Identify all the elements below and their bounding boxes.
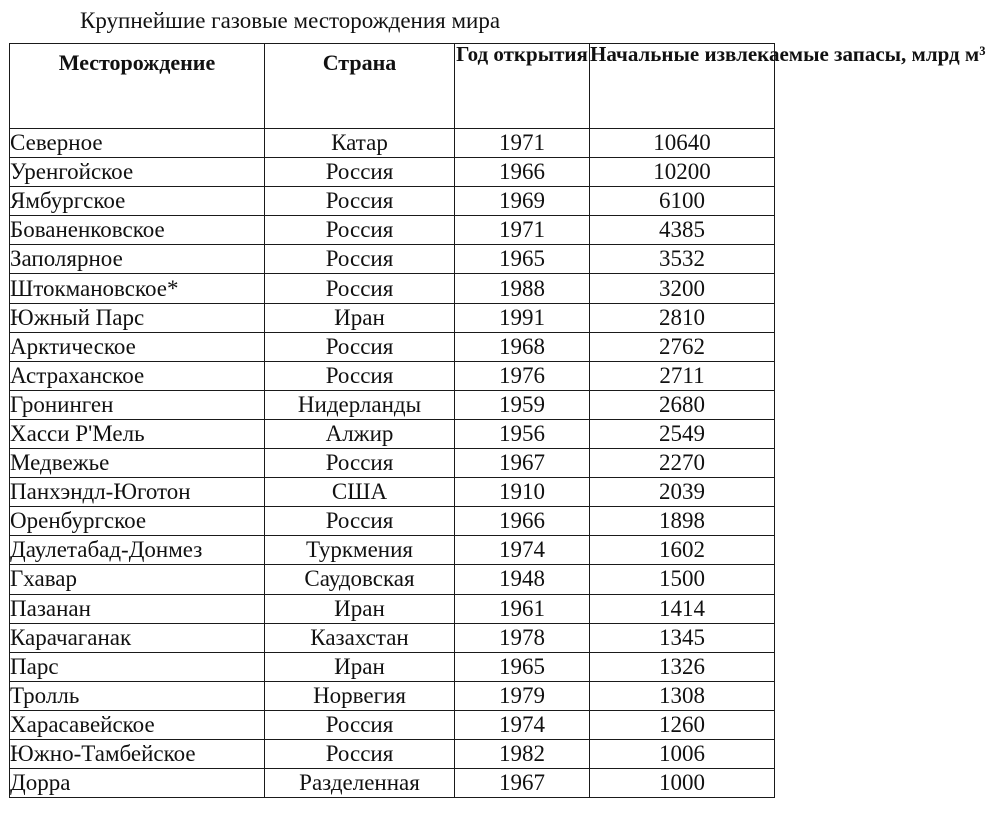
- column-header-country: Страна: [265, 44, 455, 129]
- cell-country: Иран: [265, 652, 455, 681]
- cell-year: 1961: [455, 594, 590, 623]
- cell-reserves: 3532: [590, 245, 775, 274]
- cell-country: Туркмения: [265, 536, 455, 565]
- table-row: [10, 303, 775, 332]
- cell-country: Россия: [265, 710, 455, 739]
- cell-year: 1966: [455, 158, 590, 187]
- table-row: [10, 361, 775, 390]
- table-row: [10, 594, 775, 623]
- cell-country: Россия: [265, 332, 455, 361]
- cell-field: Панхэндл-Юготон: [10, 478, 265, 507]
- cell-field: Оренбургское: [10, 507, 265, 536]
- table-row: [10, 419, 775, 448]
- cell-year: 1948: [455, 565, 590, 594]
- cell-field: Пазанан: [10, 594, 265, 623]
- cell-reserves: 2270: [590, 449, 775, 478]
- cell-reserves: 1260: [590, 710, 775, 739]
- cell-year: 1982: [455, 739, 590, 768]
- cell-reserves: 2711: [590, 361, 775, 390]
- cell-year: 1965: [455, 245, 590, 274]
- table-body: [10, 129, 775, 798]
- table-row: [10, 710, 775, 739]
- cell-reserves: 1414: [590, 594, 775, 623]
- table-row: [10, 187, 775, 216]
- gas-fields-table: [9, 42, 986, 798]
- cell-reserves: 4385: [590, 216, 775, 245]
- page-title: Крупнейшие газовые месторождения мира: [80, 8, 501, 33]
- cell-reserves: 1500: [590, 565, 775, 594]
- cell-country: Казахстан: [265, 623, 455, 652]
- cell-reserves: 2680: [590, 390, 775, 419]
- cell-country: Нидерланды: [265, 390, 455, 419]
- cell-year: 1969: [455, 187, 590, 216]
- cell-field: Штокмановское*: [10, 274, 265, 303]
- cell-country: Россия: [265, 739, 455, 768]
- table-row: [10, 478, 775, 507]
- cell-country: Алжир: [265, 419, 455, 448]
- cell-reserves: 2762: [590, 332, 775, 361]
- cell-field: Дорра: [10, 769, 265, 798]
- table-row: [10, 507, 775, 536]
- cell-year: 1956: [455, 419, 590, 448]
- cell-reserves: 1345: [590, 623, 775, 652]
- table-row: [10, 129, 775, 158]
- table-row: [10, 536, 775, 565]
- cell-year: 1979: [455, 681, 590, 710]
- cell-year: 1991: [455, 303, 590, 332]
- table-row: [10, 681, 775, 710]
- cell-reserves: 2810: [590, 303, 775, 332]
- cell-year: 1988: [455, 274, 590, 303]
- cell-country: Россия: [265, 274, 455, 303]
- cell-country: Разделенная: [265, 769, 455, 798]
- cell-country: Катар: [265, 129, 455, 158]
- cell-year: 1965: [455, 652, 590, 681]
- cell-field: Астраханское: [10, 361, 265, 390]
- table-row: [10, 158, 775, 187]
- table-row: [10, 216, 775, 245]
- table-row: [10, 769, 775, 798]
- table-row: [10, 390, 775, 419]
- column-header-year: Год открытия: [455, 44, 590, 129]
- column-header-reserves: Начальные извлекаемые запасы, млрд м³: [590, 44, 775, 129]
- cell-year: 1971: [455, 216, 590, 245]
- cell-field: Заполярное: [10, 245, 265, 274]
- cell-field: Уренгойское: [10, 158, 265, 187]
- cell-field: Харасавейское: [10, 710, 265, 739]
- cell-year: 1967: [455, 449, 590, 478]
- cell-field: Ямбургское: [10, 187, 265, 216]
- cell-year: 1968: [455, 332, 590, 361]
- cell-field: Бованенковское: [10, 216, 265, 245]
- cell-reserves: 10200: [590, 158, 775, 187]
- cell-country: Норвегия: [265, 681, 455, 710]
- cell-reserves: 6100: [590, 187, 775, 216]
- cell-field: Тролль: [10, 681, 265, 710]
- cell-field: Хасси Р'Мель: [10, 419, 265, 448]
- cell-country: Россия: [265, 361, 455, 390]
- cell-year: 1971: [455, 129, 590, 158]
- cell-reserves: 1326: [590, 652, 775, 681]
- cell-field: Южный Парс: [10, 303, 265, 332]
- cell-field: Гхавар: [10, 565, 265, 594]
- table-row: [10, 449, 775, 478]
- cell-year: 1974: [455, 710, 590, 739]
- table-row: [10, 739, 775, 768]
- cell-field: Арктическое: [10, 332, 265, 361]
- cell-year: 1976: [455, 361, 590, 390]
- column-header-field: Месторождение: [10, 44, 265, 129]
- cell-field: Южно-Тамбейское: [10, 739, 265, 768]
- cell-country: Россия: [265, 187, 455, 216]
- cell-reserves: 1000: [590, 769, 775, 798]
- cell-field: Карачаганак: [10, 623, 265, 652]
- cell-field: Северное: [10, 129, 265, 158]
- cell-reserves: 3200: [590, 274, 775, 303]
- table-row: [10, 245, 775, 274]
- cell-reserves: 1308: [590, 681, 775, 710]
- cell-field: Парс: [10, 652, 265, 681]
- cell-country: Россия: [265, 216, 455, 245]
- cell-reserves: 1898: [590, 507, 775, 536]
- cell-country: Иран: [265, 594, 455, 623]
- cell-country: США: [265, 478, 455, 507]
- cell-field: Медвежье: [10, 449, 265, 478]
- cell-field: Гронинген: [10, 390, 265, 419]
- cell-reserves: 10640: [590, 129, 775, 158]
- table-row: [10, 332, 775, 361]
- cell-country: Иран: [265, 303, 455, 332]
- cell-reserves: 1006: [590, 739, 775, 768]
- cell-country: Россия: [265, 158, 455, 187]
- cell-country: Россия: [265, 245, 455, 274]
- cell-year: 1966: [455, 507, 590, 536]
- table-row: [10, 652, 775, 681]
- cell-country: Россия: [265, 507, 455, 536]
- cell-year: 1967: [455, 769, 590, 798]
- cell-country: Россия: [265, 449, 455, 478]
- cell-year: 1959: [455, 390, 590, 419]
- cell-field: Даулетабад-Донмез: [10, 536, 265, 565]
- cell-reserves: 1602: [590, 536, 775, 565]
- cell-year: 1910: [455, 478, 590, 507]
- cell-year: 1974: [455, 536, 590, 565]
- table-header-row: [10, 44, 775, 129]
- table-row: [10, 623, 775, 652]
- table-row: [10, 274, 775, 303]
- cell-reserves: 2039: [590, 478, 775, 507]
- table-row: [10, 565, 775, 594]
- cell-year: 1978: [455, 623, 590, 652]
- cell-reserves: 2549: [590, 419, 775, 448]
- cell-country: Саудовская: [265, 565, 455, 594]
